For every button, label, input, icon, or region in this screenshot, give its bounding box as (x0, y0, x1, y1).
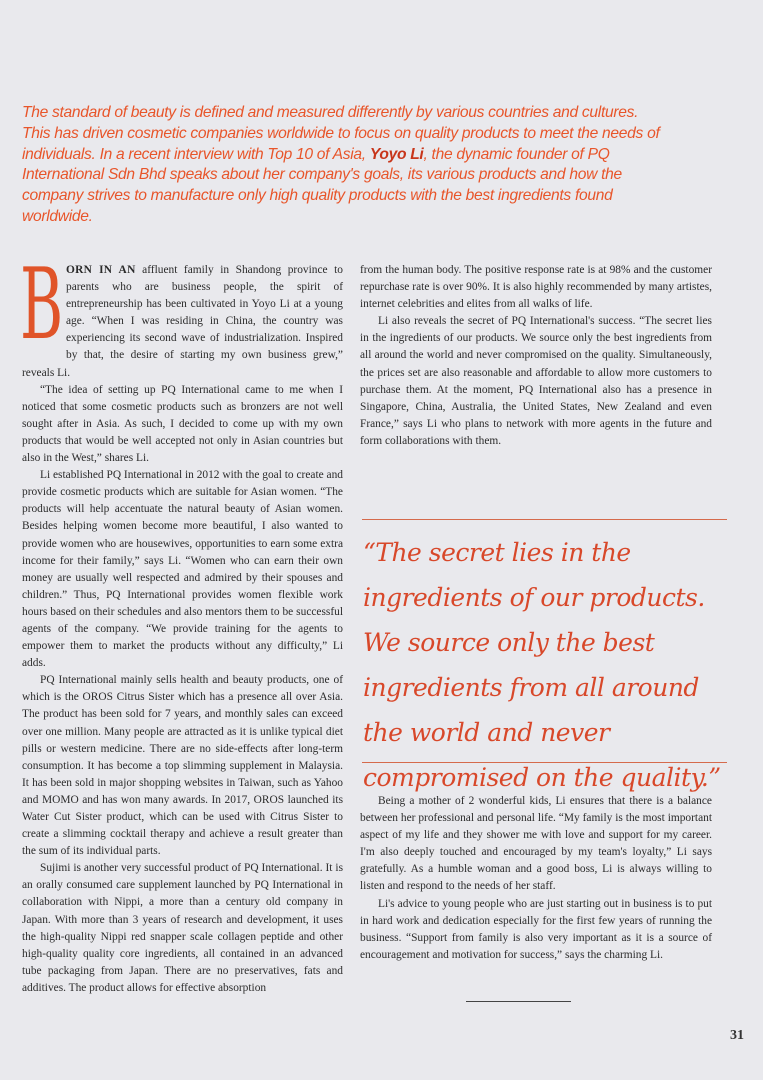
intro-text-before: The standard of beauty is defined and measured differently by various countries and cultures. This has driven cosmetic companies worldwide to focus on quality products to meet the needs of individuals. In a recent interview with Top 10 of Asia, (22, 104, 660, 163)
article-paragraph: PQ International mainly sells health and beauty products, one of which is the OROS Citrus Sister which has a presence all over Asia. The product has been sold for 7 years, and monthly sales can exceed over one million. Many people are attracted as it is unlike typical diet pills or western medicine. There are no side-effects after long-term consumption. It has become a top slimming supplement in Malaysia. It has been sold in major shopping websites in Taiwan, such as Yahoo and MOMO and has won many awards. In 2017, OROS launched its Water Cut Sister product, which can be used with Citrus Sister to create a slimming cocktail therapy and achieve a result greater than the sum of its individual parts. (22, 674, 343, 858)
intro-standfirst (22, 103, 662, 228)
drop-cap: B (20, 248, 64, 362)
article-paragraph: Li established PQ International in 2012 with the goal to create and provide cosmetic products which are suitable for Asian women. “The products will help accentuate the natural beauty of Asian women. Besides helping women become more beautiful, I also wanted to provide women who are housewives, opportunities to earn some extra income for their family,” says Li. “Women who can earn their own money are usually well respected and admired by their spouses and children.” Thus, PQ International provides women flexible work hours based on their schedules and also mentors them to be successful agents of the company. “We provide training for the agents to empower them to market the products without any difficulty,” Li adds. (22, 469, 343, 670)
intro-paragraph (22, 103, 662, 228)
article-paragraph: Li also reveals the secret of PQ International's success. “The secret lies in the ingredients of our products. We source only the best ingredients from all around the world and never compromised on the quality. Simultaneously, the prices set are also reasonable and affordable to allow more customers to purchase them. At the moment, PQ International also has a presence in Singapore, China, Australia, the United States, New Zealand and even France,” says Li who plans to network with more agents in the future and form collaborations with them. (360, 315, 712, 447)
lead-in: ORN IN AN (66, 264, 136, 276)
article-paragraph: Li's advice to young people who are just starting out in business is to put in hard work and dedication especially for the first few years of running the business. “Support from family is also very important as it is a source of encouragement and motivation for success,” says the charming Li. (360, 897, 712, 961)
page-number: 31 (730, 1028, 744, 1043)
article-paragraph: from the human body. The positive response rate is at 98% and the customer repurchase rate is over 90%. It is also highly recommended by many artistes, internet celebrities and elites from all walks of life. (360, 264, 712, 311)
intro-text-after: , the dynamic founder of PQ International Sdn Bhd speaks about her company's goals, its various products and how the company strives to manufacture only high quality products with the best ingredients found worldwide. (22, 145, 622, 225)
pull-quote-top-rule (362, 519, 727, 520)
article-paragraph: Being a mother of 2 wonderful kids, Li ensures that there is a balance between her professional and personal life. “My family is the most important aspect of my life and they shower me with love and support for my career. I'm also deeply touched and encouraged by my team's loyalty,” Li says gratefully. As a humble woman and a good boss, Li is always willing to listen and respond to the needs of her staff. (360, 795, 712, 893)
pull-quote: “The secret lies in the ingredients of our products. We source only the best ingredients from all around the world and never compromised on the quality.” (363, 538, 721, 792)
article-paragraph: “The idea of setting up PQ International came to me when I noticed that some cosmetic products such as bronzers are not well sought after in Asia. As such, I decided to come up with my own products that would be well accepted not only in Asian countries but also in the West,” shares Li. (22, 383, 343, 465)
interviewee-name: Yoyo Li (369, 145, 424, 163)
paragraph-text: affluent family in Shandong province to parents who are business people, the spirit of entrepreneurship has been cultivated in Yoyo Li at a young age. “When I was residing in China, the country was experiencing its second wave of industrialization. Inspired by that, the desire of starting my own business grew,” reveals Li. (22, 264, 343, 379)
pull-quote-bottom-rule (362, 762, 727, 763)
article-column-right-bottom (360, 793, 712, 964)
article-paragraph (20, 248, 343, 382)
end-rule (466, 1001, 571, 1002)
article-column-right-top (360, 262, 712, 450)
article-column-left (20, 248, 343, 997)
article-paragraph: Sujimi is another very successful product of PQ International. It is an orally consumed care supplement launched by PQ International in collaboration with Nippi, a more than a century old company in Japan. With more than 3 years of research and development, it uses the high-quality Nippi red snapper scale collagen peptide and other high-quality quality core ingredients, all contained in an advanced tube packaging from Japan. There are no preservatives, fats and additives. The product allows for effective absorption (22, 862, 343, 994)
